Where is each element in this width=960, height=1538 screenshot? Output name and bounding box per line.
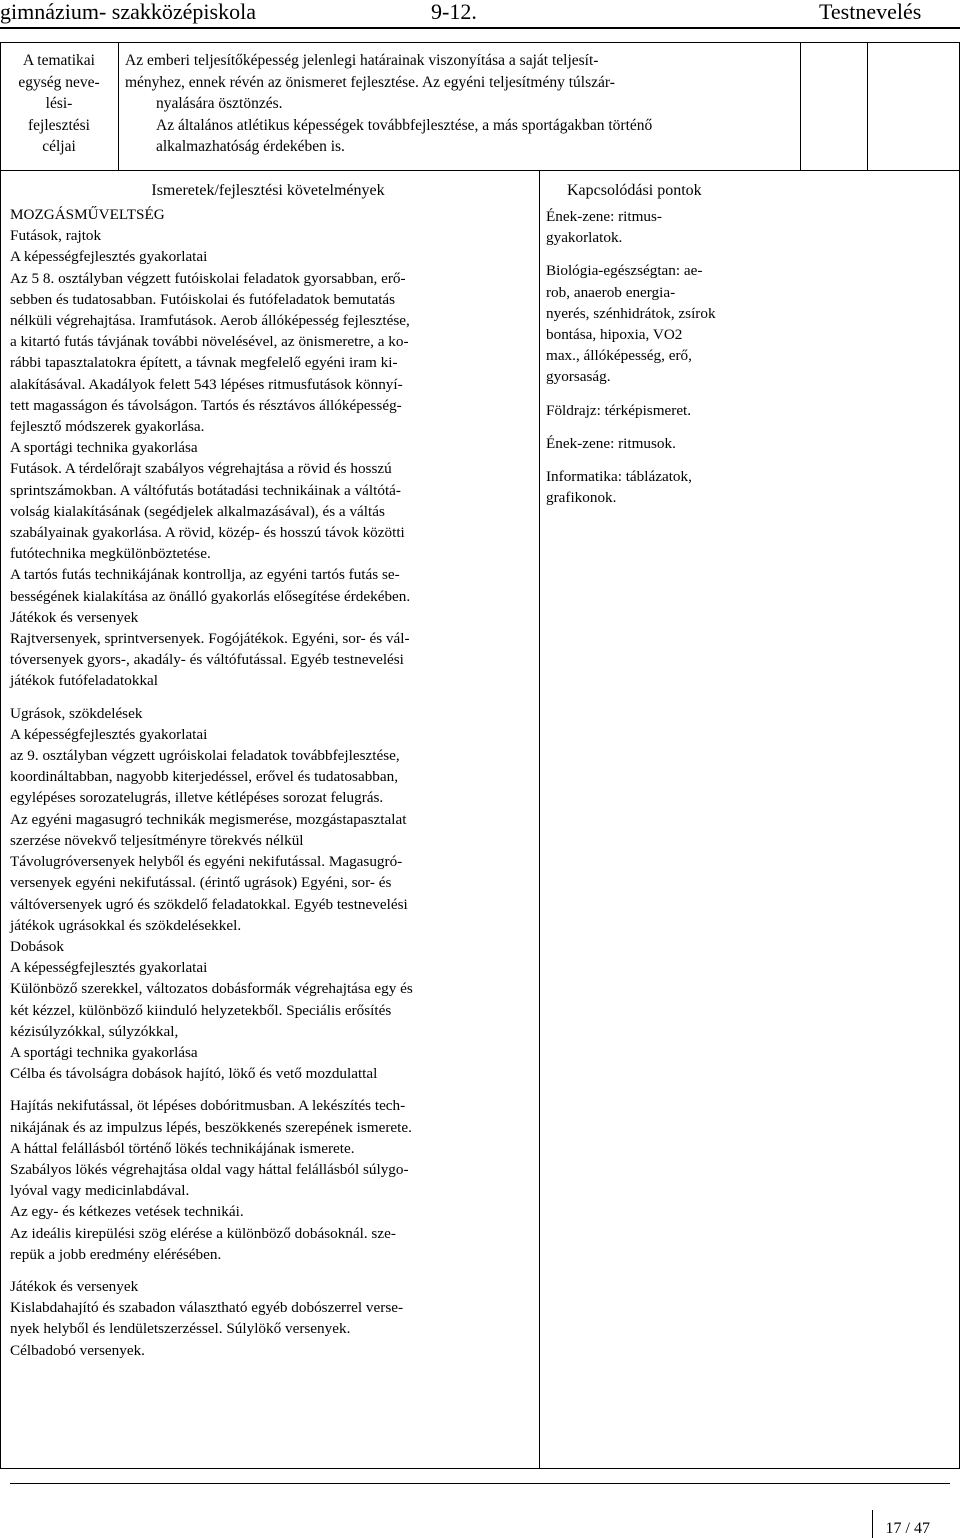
link-line: Biológia-egészségtan: ae- — [546, 262, 703, 280]
content-line: Célbadobó versenyek. — [10, 1341, 145, 1359]
content-line: koordináltabban, nagyobb kiterjedéssel, erővel és tudatosabban, — [10, 768, 399, 786]
content-line: A képességfejlesztés gyakorlatai — [10, 248, 208, 266]
content-line: A tartós futás technikájának kontrollja, az egyéni tartós futás se- — [10, 566, 400, 584]
content-line: fejlesztő módszerek gyakorlása. — [10, 418, 205, 436]
unit-title-line: A tematikai — [23, 52, 95, 69]
content-line: Az egy- és kétkezes vetések technikái. — [10, 1203, 244, 1221]
divider-goals-extra1 — [800, 42, 801, 170]
content-line: kézisúlyzókkal, súlyzókkal, — [10, 1022, 179, 1040]
link-line: rob, anaerob energia- — [546, 283, 676, 301]
content-line: lyóval vagy medicinlabdával. — [10, 1182, 190, 1200]
links-content — [546, 206, 776, 508]
column-header-requirements: Ismeretek/fejlesztési követelmények — [151, 182, 385, 199]
footer-rule — [10, 1483, 950, 1484]
content-line: Futások, rajtok — [10, 227, 102, 245]
content-line: váltóversenyek ugró és szökdelő feladatokkal. Egyéb testnevelési — [10, 895, 408, 913]
unit-title-line: egység neve- — [18, 73, 100, 91]
header-grades: 9-12. — [431, 0, 477, 24]
header-subject: Testnevelés — [819, 0, 922, 24]
content-line: nyek helyből és lendületszerzéssel. Súlylökő versenyek. — [10, 1320, 351, 1338]
unit-title-line: céljai — [42, 138, 76, 155]
content-line: volság kialakításának (segédjelek alkalmazásával), és a váltás — [10, 502, 385, 520]
content-line: Ugrások, szökdelések — [10, 704, 143, 722]
content-line: két kézzel, különböző kiinduló helyzetekből. Speciális erősítés — [10, 1001, 392, 1019]
link-line: gyakorlatok. — [546, 229, 623, 247]
link-line: Földrajz: térképismeret. — [546, 401, 692, 419]
unit-title-line: lési- — [45, 95, 73, 112]
content-line: futótechnika megkülönböztetése. — [10, 545, 211, 563]
content-line: szabályainak gyakorlása. A rövid, közép- és hosszú távok közötti — [10, 524, 405, 542]
content-line: A képességfejlesztés gyakorlatai — [10, 725, 208, 743]
content-line: A sportági technika gyakorlása — [10, 439, 198, 457]
content-line: nélküli végrehajtása. Iramfutások. Aerob állóképesség fejlesztése, — [10, 312, 410, 330]
content-line: Célba és távolságra dobások hajító, lökő és vető mozdulattal — [10, 1065, 378, 1083]
goal-line: Az emberi teljesítőképesség jelenlegi határainak viszonyítása a saját teljesít- — [125, 52, 599, 69]
header-school: gimnázium- szakközépiskola — [0, 0, 256, 24]
goals-cell — [125, 50, 795, 158]
content-line: repük a jobb eredmény elérésében. — [10, 1245, 222, 1263]
link-line: Ének-zene: ritmus- — [546, 208, 662, 225]
unit-title-cell — [4, 50, 114, 158]
link-line: max., állóképesség, erő, — [546, 347, 692, 365]
content-line: bességének kialakítása az önálló gyakorlás elősegítése érdekében. — [10, 587, 411, 605]
goal-line: nyalására ösztönzés. — [156, 95, 283, 112]
divider-requirements-links — [539, 170, 540, 1469]
content-line-gap — [10, 692, 535, 703]
link-line-gap — [546, 388, 776, 400]
header-rule — [0, 27, 960, 29]
goal-line: Az általános atlétikus képességek továbbfejlesztése, a más sportágakban történő — [156, 116, 653, 134]
content-line: Távolugróversenyek helyből és egyéni nekifutással. Magasugró- — [10, 853, 403, 871]
content-line: A képességfejlesztés gyakorlatai — [10, 959, 208, 977]
content-line: Szabályos lökés végrehajtása oldal vagy háttal felállásból súlygo- — [10, 1160, 409, 1178]
content-line: MOZGÁSMŰVELTSÉG — [10, 206, 165, 223]
page-number-divider — [872, 1510, 873, 1538]
content-line: Dobások — [10, 937, 64, 955]
content-line: a kitartó futás távjának további növelésével, az önismeretre, a ko- — [10, 333, 409, 351]
link-line: bontása, hipoxia, VO2 — [546, 326, 683, 344]
content-line: játékok ugrásokkal és szökdelésekkel. — [10, 916, 242, 934]
content-line: Hajítás nekifutással, öt lépéses dobóritmusban. A lekészítés tech- — [10, 1097, 406, 1115]
table-border-left — [0, 42, 1, 1469]
content-line: Az egyéni magasugró technikák megismerése, mozgástapasztalat — [10, 810, 407, 828]
link-line: nyerés, szénhidrátok, zsírok — [546, 304, 716, 322]
content-line: Az ideális kirepülési szög elérése a különböző dobásoknál. sze- — [10, 1224, 396, 1242]
link-line-gap — [546, 248, 776, 260]
column-header-links: Kapcsolódási pontok — [567, 182, 702, 199]
content-line: alakításával. Akadályok felett 543 lépéses ritmusfutások könnyí- — [10, 375, 403, 393]
content-line: nikájának és az impulzus lépés, beszökkenés szerepének ismerete. — [10, 1118, 412, 1136]
content-line: Az 5 8. osztályban végzett futóiskolai feladatok gyorsabban, erő- — [10, 269, 406, 287]
content-line: játékok futófeladatokkal — [10, 672, 159, 690]
content-line: Rajtversenyek, sprintversenyek. Fogójátékok. Egyéni, sor- és vál- — [10, 630, 410, 648]
content-line: Futások. A térdelőrajt szabályos végrehajtása a rövid és hosszú — [10, 460, 392, 478]
link-line: gyorsaság. — [546, 368, 611, 386]
content-line: sebben és tudatosabban. Futóiskolai és futófeladatok bemutatás — [10, 290, 396, 308]
divider-extra1-extra2 — [867, 42, 868, 170]
content-line: A sportági technika gyakorlása — [10, 1043, 198, 1061]
requirements-content — [10, 204, 535, 1361]
goal-line: ményhez, ennek révén az önismeret fejlesztése. Az egyéni teljesítmény túlszár- — [125, 73, 615, 91]
table-border-top — [0, 42, 960, 43]
link-line: grafikonok. — [546, 489, 617, 507]
unit-title-line: fejlesztési — [28, 116, 90, 134]
row-divider — [0, 170, 960, 171]
link-line-gap — [546, 421, 776, 433]
content-line: rábbi tapasztalatokra épített, a távnak megfelelő egyéni iram ki- — [10, 354, 398, 372]
content-line: tett magasságon és távolságon. Tartós és résztávos állóképesség- — [10, 396, 402, 414]
content-line: Kislabdahajító és szabadon választható egyéb dobószerrel verse- — [10, 1299, 404, 1317]
link-line: Ének-zene: ritmusok. — [546, 434, 676, 452]
divider-title-goals — [118, 42, 119, 170]
content-line: az 9. osztályban végzett ugróiskolai feladatok továbbfejlesztése, — [10, 747, 400, 765]
content-line: versenyek egyéni nekifutással. (érintő ugrások) Egyéni, sor- és — [10, 874, 392, 892]
link-line-gap — [546, 454, 776, 466]
content-line-gap — [10, 1265, 535, 1276]
content-line: Játékok és versenyek — [10, 608, 139, 626]
content-line: Játékok és versenyek — [10, 1277, 139, 1295]
content-line-gap — [10, 1084, 535, 1095]
link-line: Informatika: táblázatok, — [546, 468, 692, 486]
table-border-bottom — [0, 1468, 960, 1469]
page-number: 17 / 47 — [885, 1520, 930, 1537]
content-line: szerzése növekvő teljesítményre törekvés nélkül — [10, 831, 304, 849]
content-line: A háttal felállásból történő lökés technikájának ismerete. — [10, 1139, 355, 1157]
content-line: tóversenyek gyors-, akadály- és váltófutással. Egyéb testnevelési — [10, 651, 404, 669]
content-line: Különböző szerekkel, változatos dobásformák végrehajtása egy és — [10, 980, 413, 998]
content-line: sprintszámokban. A váltófutás botátadási technikáinak a váltótá- — [10, 481, 401, 499]
content-line: egylépéses sorozatelugrás, illetve kétlépéses sorozat felugrás. — [10, 789, 384, 807]
goal-line: alkalmazhatóság érdekében is. — [156, 138, 345, 155]
